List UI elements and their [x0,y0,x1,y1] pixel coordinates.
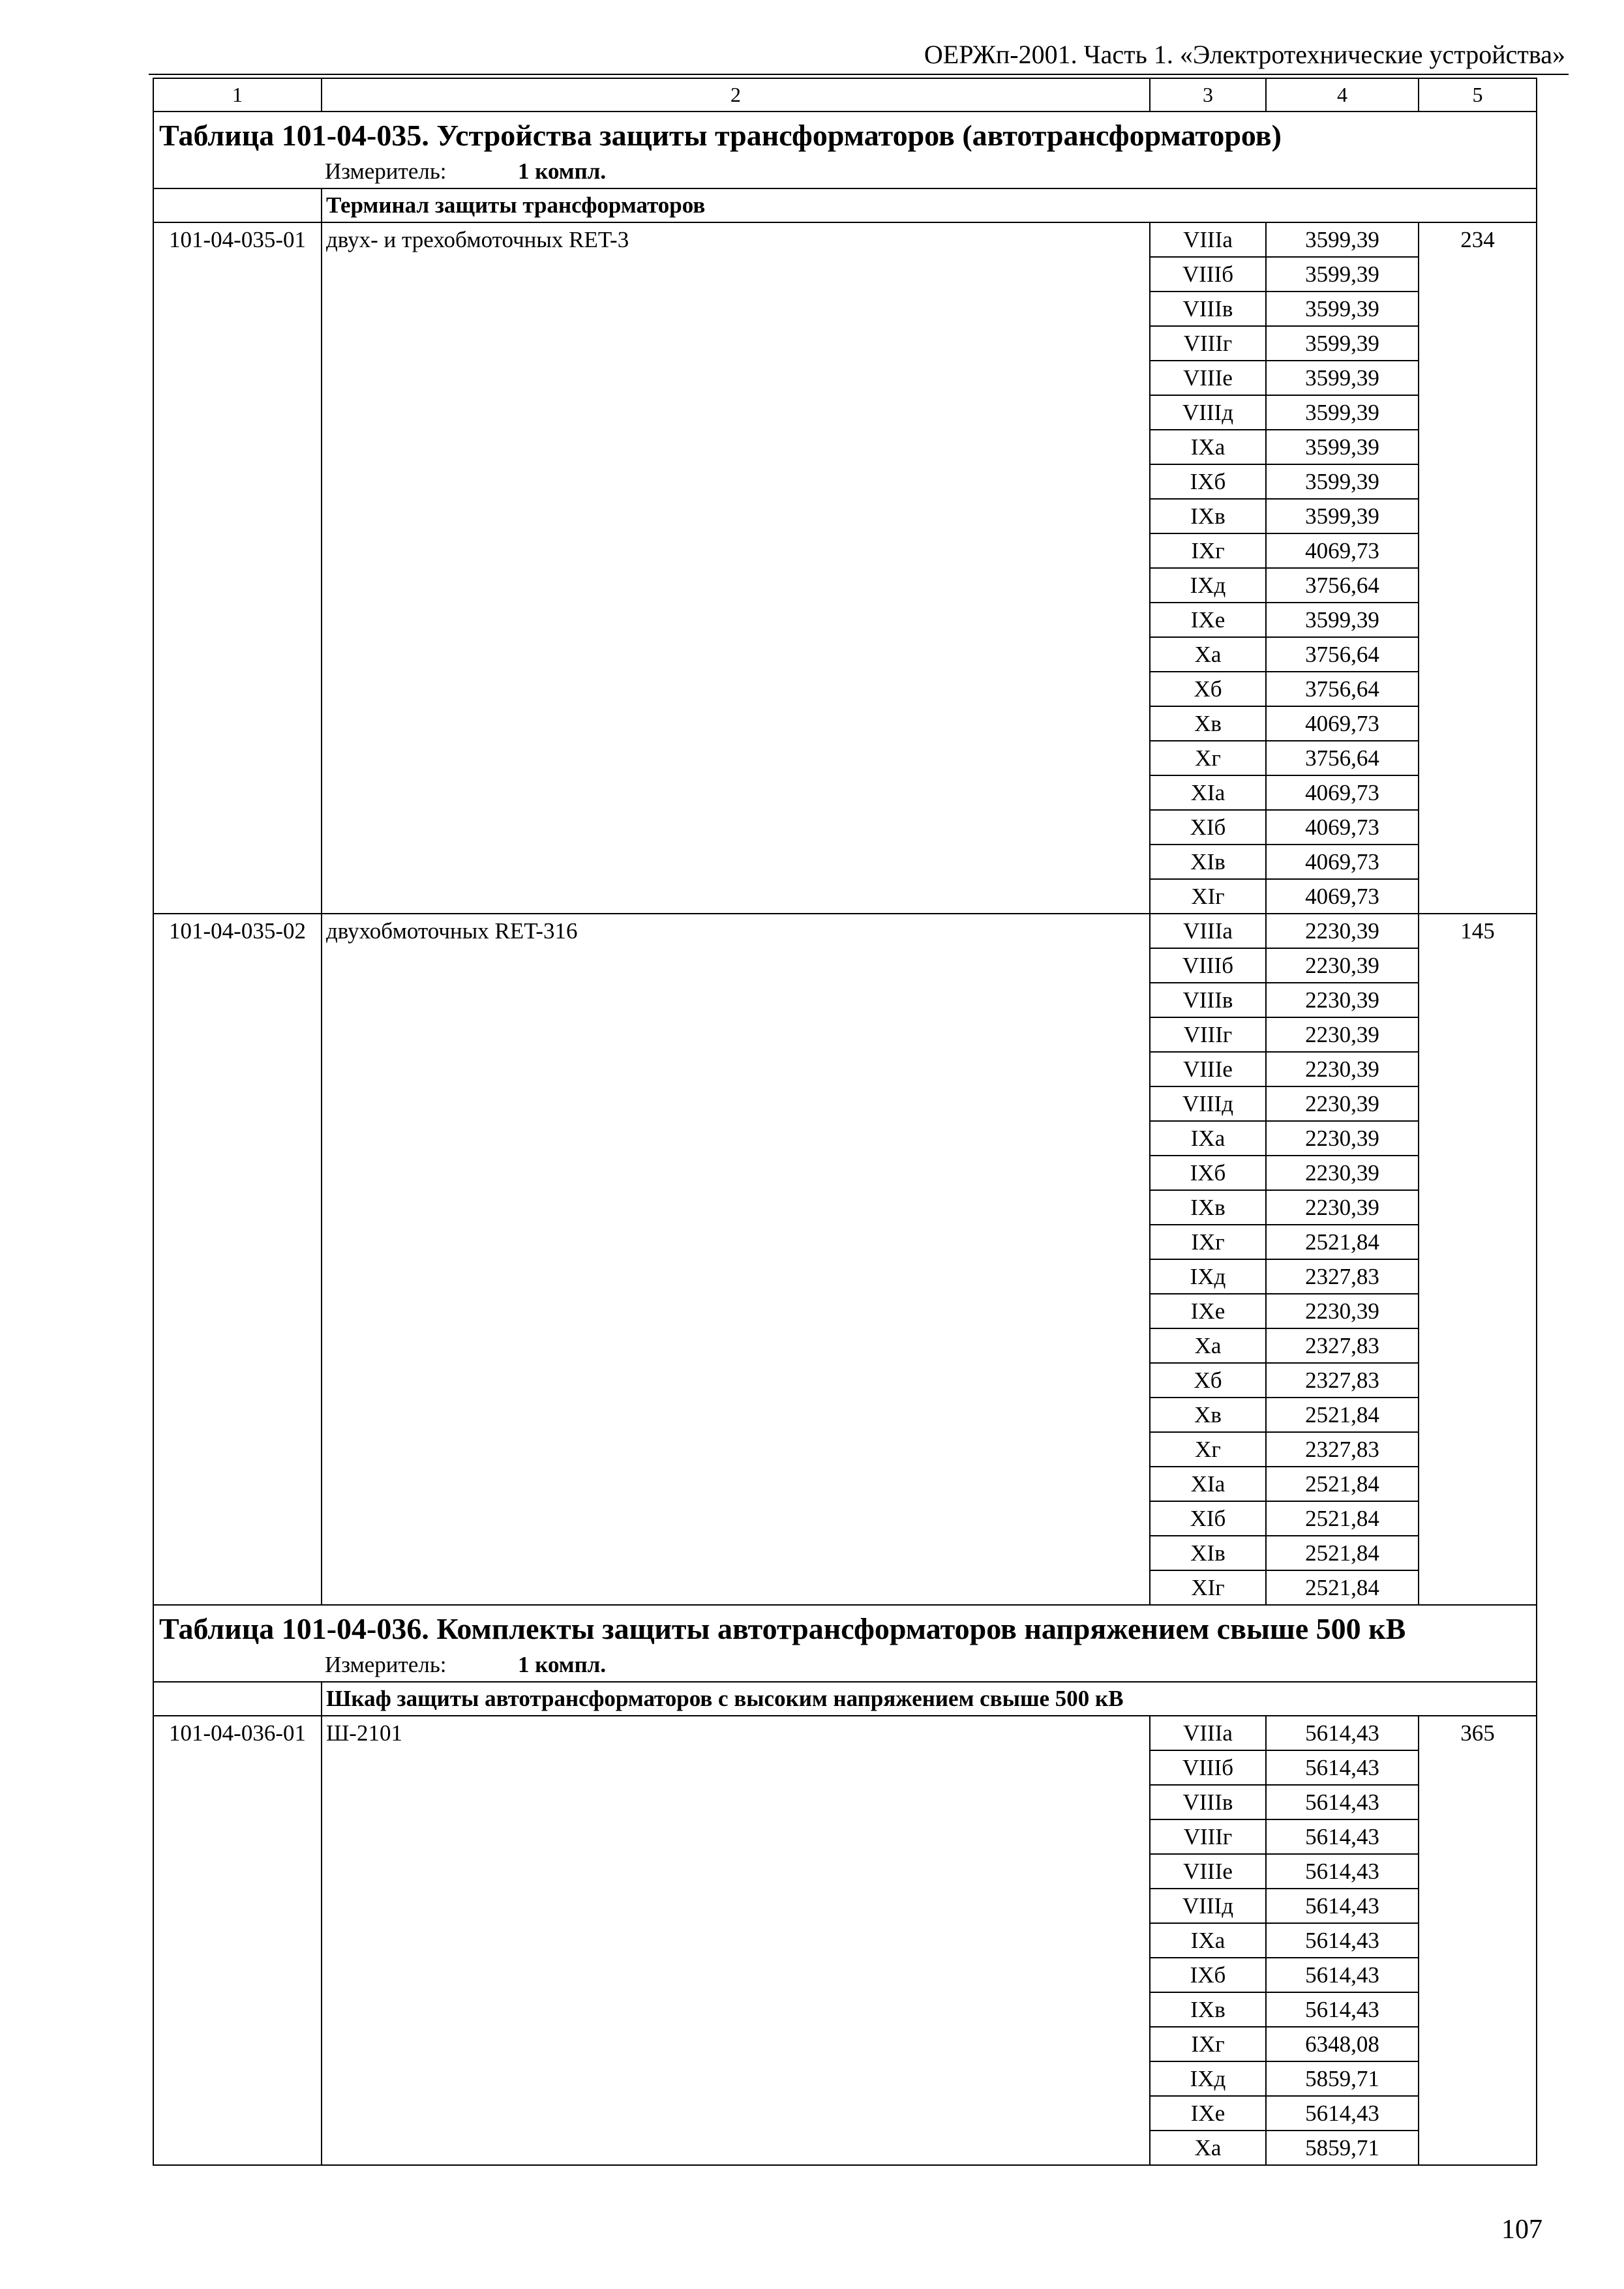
column-number: 2 [322,78,1150,112]
measure-line [154,155,1536,188]
region-code-cell: VIIIд [1150,395,1266,430]
price-cell: 3599,39 [1266,292,1419,326]
price-cell: 2230,39 [1266,1121,1419,1156]
price-cell: 3599,39 [1266,603,1419,637]
price-table [153,78,1537,2166]
price-cell: 2327,83 [1266,1432,1419,1467]
price-cell: 3599,39 [1266,395,1419,430]
region-code-cell: Xб [1150,1363,1266,1398]
region-code-cell: XIa [1150,1467,1266,1501]
table-row [153,1716,1537,1750]
price-cell: 5859,71 [1266,2061,1419,2096]
price-cell: 5614,43 [1266,1854,1419,1889]
price-cell: 4069,73 [1266,845,1419,879]
item-col5-value: 234 [1419,222,1537,914]
price-cell: 5614,43 [1266,1716,1419,1750]
price-cell: 4069,73 [1266,775,1419,810]
price-cell: 2327,83 [1266,1363,1419,1398]
region-code-cell: IXa [1150,1121,1266,1156]
price-cell: 2230,39 [1266,1052,1419,1086]
group-heading: Терминал защиты трансформаторов [322,188,1537,222]
price-cell: 4069,73 [1266,879,1419,914]
column-number-row [153,78,1537,112]
price-cell: 3599,39 [1266,257,1419,292]
region-code-cell: IXб [1150,1958,1266,1992]
region-code-cell: VIIIе [1150,1052,1266,1086]
region-code-cell: Xв [1150,1398,1266,1432]
region-code-cell: XIг [1150,1570,1266,1605]
table-title: Таблица 101-04-036. Комплекты защиты автотрансформаторов напряжением свыше 500 кВ [159,1612,1406,1645]
header-rule [149,74,1569,75]
region-code-cell: IXг [1150,533,1266,568]
region-code-cell: IXв [1150,499,1266,533]
table-row [153,222,1537,257]
price-cell: 5614,43 [1266,1923,1419,1958]
region-code-cell: XIг [1150,879,1266,914]
price-table-sheet [153,78,1536,2166]
price-cell: 2230,39 [1266,1017,1419,1052]
column-number: 5 [1419,78,1537,112]
price-cell: 2230,39 [1266,1294,1419,1328]
price-cell: 2521,84 [1266,1536,1419,1570]
item-code: 101-04-035-02 [153,914,322,1605]
region-code-cell: VIIIб [1150,1750,1266,1785]
region-code-cell: IXд [1150,568,1266,603]
region-code-cell: IXг [1150,2027,1266,2061]
region-code-cell: IXб [1150,464,1266,499]
price-cell: 2230,39 [1266,948,1419,983]
price-cell: 3599,39 [1266,430,1419,464]
price-cell: 5614,43 [1266,2096,1419,2131]
region-code-cell: IXд [1150,1259,1266,1294]
price-cell: 3599,39 [1266,464,1419,499]
region-code-cell: Xa [1150,2131,1266,2165]
page-number: 107 [1501,2215,1542,2245]
group-heading-row [153,188,1537,222]
region-code-cell: IXд [1150,2061,1266,2096]
region-code-cell: VIIIa [1150,1716,1266,1750]
price-table-body [153,78,1537,2165]
table-header-cell [153,112,1537,188]
table-title: Таблица 101-04-035. Устройства защиты трансформаторов (автотрансформаторов) [159,119,1282,152]
region-code-cell: VIIIa [1150,914,1266,948]
price-cell: 3599,39 [1266,499,1419,533]
region-code-cell: XIб [1150,1501,1266,1536]
price-cell: 4069,73 [1266,706,1419,741]
price-cell: 2521,84 [1266,1225,1419,1259]
region-code-cell: VIIIг [1150,1017,1266,1052]
price-cell: 2230,39 [1266,1190,1419,1225]
group-heading-row [153,1682,1537,1716]
item-col5-value: 145 [1419,914,1537,1605]
price-cell: 2521,84 [1266,1467,1419,1501]
price-cell: 5614,43 [1266,1958,1419,1992]
region-code-cell: IXв [1150,1190,1266,1225]
region-code-cell: IXб [1150,1156,1266,1190]
measure-value: 1 компл. [518,158,607,184]
measure-label: Измеритель: [325,158,447,184]
region-code-cell: Xa [1150,1328,1266,1363]
region-code-cell: VIIIг [1150,326,1266,361]
price-cell: 3756,64 [1266,672,1419,706]
table-header-cell [153,1605,1537,1682]
price-cell: 2327,83 [1266,1259,1419,1294]
price-cell: 5614,43 [1266,1750,1419,1785]
table-row [153,914,1537,948]
price-cell: 3756,64 [1266,741,1419,775]
item-name: Ш-2101 [322,1716,1150,2165]
region-code-cell: Xг [1150,741,1266,775]
region-code-cell: Xв [1150,706,1266,741]
table-header-row [153,1605,1537,1682]
column-number: 1 [153,78,322,112]
item-name: двухобмоточных RET-316 [322,914,1150,1605]
price-cell: 2230,39 [1266,1156,1419,1190]
price-cell: 3599,39 [1266,222,1419,257]
price-cell: 3756,64 [1266,568,1419,603]
region-code-cell: XIa [1150,775,1266,810]
group-heading-spacer [153,188,322,222]
region-code-cell: VIIIa [1150,222,1266,257]
region-code-cell: IXг [1150,1225,1266,1259]
column-number: 3 [1150,78,1266,112]
group-heading-spacer [153,1682,322,1716]
region-code-cell: IXe [1150,2096,1266,2131]
item-code: 101-04-036-01 [153,1716,322,2165]
item-name: двух- и трехобмоточных RET-3 [322,222,1150,914]
price-cell: 2230,39 [1266,914,1419,948]
price-cell: 5614,43 [1266,1819,1419,1854]
region-code-cell: VIIIе [1150,1854,1266,1889]
region-code-cell: Xa [1150,637,1266,672]
region-code-cell: IXa [1150,430,1266,464]
running-head: ОЕРЖп-2001. Часть 1. «Электротехнические устройства» [924,40,1565,69]
region-code-cell: VIIIд [1150,1889,1266,1923]
price-cell: 3599,39 [1266,361,1419,395]
price-cell: 4069,73 [1266,533,1419,568]
region-code-cell: XIв [1150,1536,1266,1570]
region-code-cell: VIIIд [1150,1086,1266,1121]
price-cell: 2521,84 [1266,1501,1419,1536]
measure-value: 1 компл. [518,1652,607,1677]
region-code-cell: VIIIе [1150,361,1266,395]
region-code-cell: XIб [1150,810,1266,845]
price-cell: 2521,84 [1266,1570,1419,1605]
region-code-cell: Xб [1150,672,1266,706]
region-code-cell: XIв [1150,845,1266,879]
price-cell: 2230,39 [1266,983,1419,1017]
item-col5-value: 365 [1419,1716,1537,2165]
price-cell: 2327,83 [1266,1328,1419,1363]
region-code-cell: IXa [1150,1923,1266,1958]
item-code: 101-04-035-01 [153,222,322,914]
region-code-cell: VIIIв [1150,983,1266,1017]
region-code-cell: VIIIб [1150,257,1266,292]
group-heading: Шкаф защиты автотрансформаторов с высоким напряжением свыше 500 кВ [322,1682,1537,1716]
price-cell: 5614,43 [1266,1785,1419,1819]
price-cell: 5614,43 [1266,1889,1419,1923]
region-code-cell: VIIIв [1150,1785,1266,1819]
region-code-cell: VIIIб [1150,948,1266,983]
measure-line [154,1649,1536,1681]
price-cell: 3756,64 [1266,637,1419,672]
price-cell: 3599,39 [1266,326,1419,361]
price-cell: 2521,84 [1266,1398,1419,1432]
region-code-cell: VIIIг [1150,1819,1266,1854]
price-cell: 4069,73 [1266,810,1419,845]
region-code-cell: IXe [1150,603,1266,637]
price-cell: 2230,39 [1266,1086,1419,1121]
region-code-cell: IXe [1150,1294,1266,1328]
region-code-cell: Xг [1150,1432,1266,1467]
column-number: 4 [1266,78,1419,112]
region-code-cell: VIIIв [1150,292,1266,326]
price-cell: 5614,43 [1266,1992,1419,2027]
price-cell: 5859,71 [1266,2131,1419,2165]
region-code-cell: IXв [1150,1992,1266,2027]
price-cell: 6348,08 [1266,2027,1419,2061]
measure-label: Измеритель: [325,1652,447,1677]
table-header-row [153,112,1537,188]
